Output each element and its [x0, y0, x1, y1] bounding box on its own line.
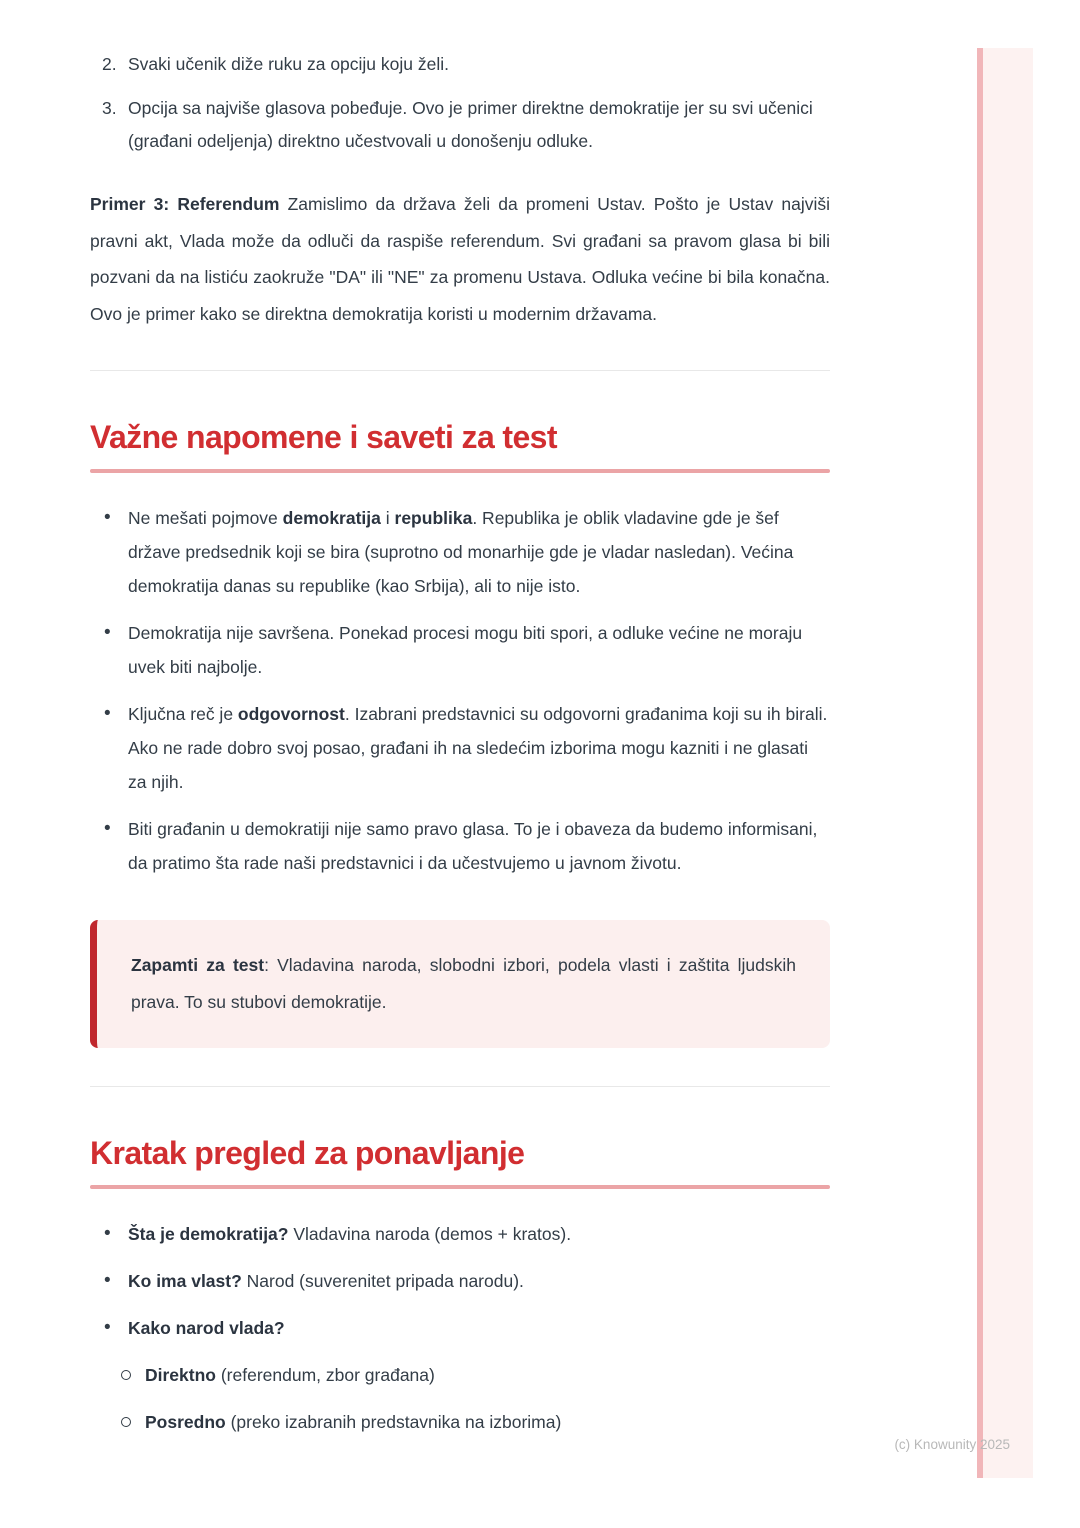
list-item-text: Šta je demokratija? Vladavina naroda (demos + kratos).	[128, 1224, 572, 1244]
section-title-important-notes: Važne napomene i saveti za test	[90, 419, 557, 455]
item-text: Svaki učenik diže ruku za opciju koju želi.	[128, 54, 449, 74]
bullet-marker: •	[104, 1223, 111, 1244]
list-item-text: Ne mešati pojmove demokratija i republika. Republika je oblik vladavine gde je šef države predsednik koji se bira (suprotno od monarhije gde je vladar nasledan). Većina demokratija danas su republike (kao Srbija), ali to nije isto.	[128, 508, 794, 596]
quick-review-list	[90, 1217, 830, 1439]
sub-list-item-text: Posredno (preko izabranih predstavnika na izborima)	[145, 1412, 562, 1432]
section-divider	[90, 370, 830, 371]
sub-list-item	[121, 1405, 830, 1439]
item-number: 2.	[102, 54, 117, 74]
bullet-marker: •	[104, 507, 111, 528]
section-divider	[90, 1086, 830, 1087]
list-item-text: Ko ima vlast? Narod (suverenitet pripada narodu).	[128, 1271, 524, 1291]
list-item-text: Ključna reč je odgovornost. Izabrani predstavnici su odgovorni građanima koji su ih birali. Ako ne rade dobro svoj posao, građani ih na sledećim izborima mogu kazniti i ne glasati za njih.	[128, 704, 828, 792]
title-underline	[90, 469, 830, 473]
section-title-quick-review: Kratak pregled za ponavljanje	[90, 1135, 525, 1171]
title-underline	[90, 1185, 830, 1189]
copyright-note: (c) Knowunity 2025	[894, 1437, 1010, 1452]
sub-list-item-text: Direktno (referendum, zbor građana)	[145, 1365, 435, 1385]
remember-for-test-callout	[90, 920, 830, 1048]
list-item-text: Kako narod vlada?	[128, 1318, 285, 1338]
bullet-marker: •	[104, 1270, 111, 1291]
intro-numbered-list	[90, 0, 830, 158]
list-item	[90, 501, 830, 603]
bullet-marker: •	[104, 703, 111, 724]
list-item	[90, 616, 830, 684]
sub-list-item	[121, 1358, 830, 1392]
bullet-marker: •	[104, 818, 111, 839]
callout-text: Zapamti za test: Vladavina naroda, slobodni izbori, podela vlasti i zaštita ljudskih prava. To su stubovi demokratije.	[131, 955, 796, 1012]
sub-list	[90, 1358, 830, 1439]
item-text: Opcija sa najviše glasova pobeđuje. Ovo je primer direktne demokratije jer su svi učenici (građani odeljenja) direktno učestvovali u donošenju odluke.	[128, 98, 813, 151]
numbered-item	[90, 48, 830, 81]
primer-3-paragraph: Primer 3: Referendum Zamislimo da država želi da promeni Ustav. Pošto je Ustav najviši pravni akt, Vlada može da odluči da raspiše referendum. Svi građani sa pravom glasa bi bili pozvani da na listiću zaokruže "DA" ili "NE" za promenu Ustava. Odluka većine bi bila konačna. Ovo je primer kako se direktna demokratija koristi u modernim državama.	[90, 194, 830, 324]
list-item-text: Biti građanin u demokratiji nije samo pravo glasa. To je i obaveza da budemo informisani, da pratimo šta rade naši predstavnici i da učestvujemo u javnom životu.	[128, 819, 818, 873]
page-edge-accent-band	[977, 48, 1033, 1478]
list-item	[90, 697, 830, 799]
item-number: 3.	[102, 98, 117, 118]
circle-bullet-marker	[121, 1417, 131, 1427]
list-item	[90, 1311, 830, 1345]
numbered-item	[90, 92, 830, 158]
list-item-text: Demokratija nije savršena. Ponekad procesi mogu biti spori, a odluke većine ne moraju uvek biti najbolje.	[128, 623, 803, 677]
list-item	[90, 1264, 830, 1298]
document-content	[90, 0, 830, 1452]
circle-bullet-marker	[121, 1370, 131, 1380]
bullet-marker: •	[104, 1317, 111, 1338]
important-notes-list	[90, 501, 830, 880]
bullet-marker: •	[104, 622, 111, 643]
list-item	[90, 812, 830, 880]
list-item	[90, 1217, 830, 1251]
